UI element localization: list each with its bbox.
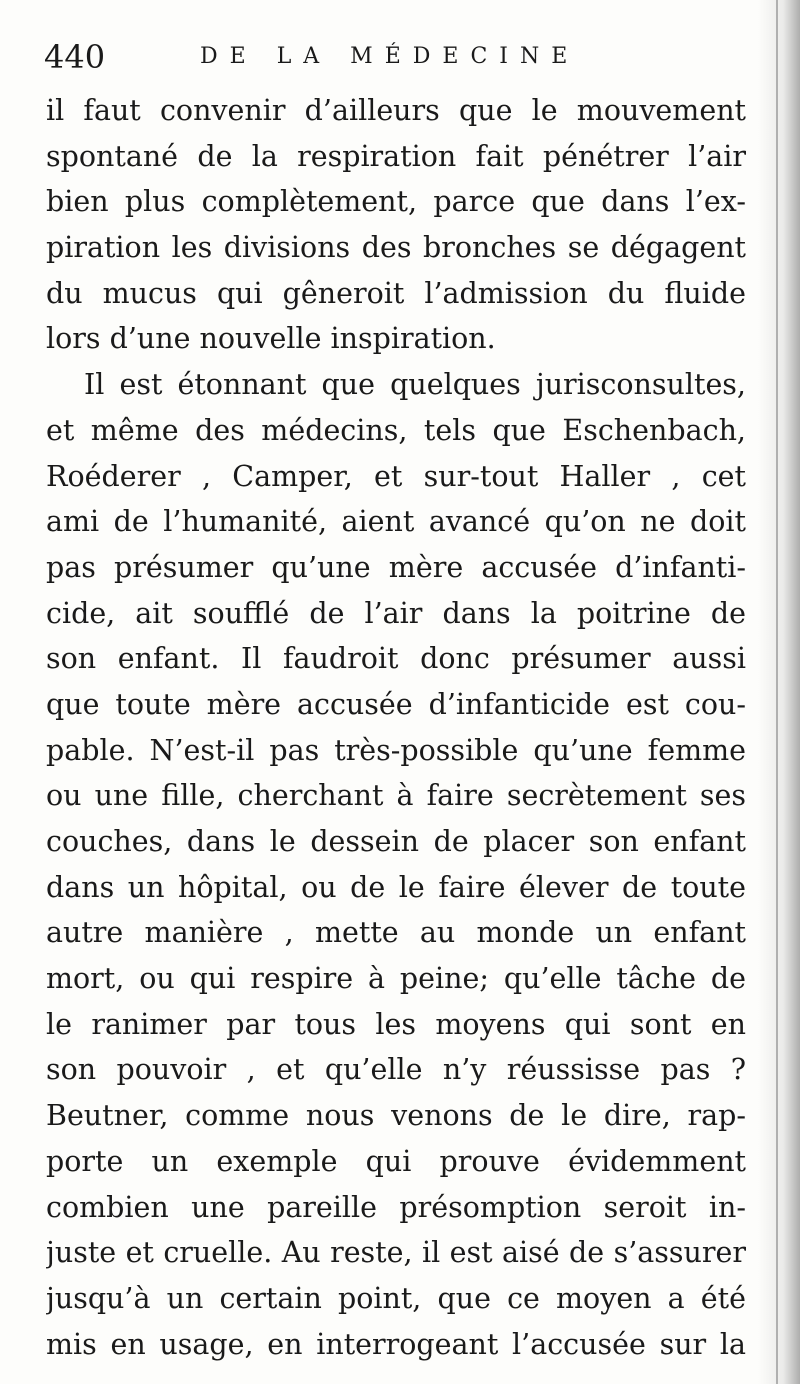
text-line: ou une fille, cherchant à faire secrètement ses bbox=[46, 779, 746, 813]
text-line: porte un exemple qui prouve évidemment bbox=[46, 1144, 746, 1178]
text-line: cide, ait soufflé de l’air dans la poitrine de bbox=[46, 596, 746, 630]
text-line: pas présumer qu’une mère accusée d’infanti- bbox=[46, 550, 746, 584]
page-edge-shadow bbox=[758, 0, 800, 1384]
text-line: bien plus complètement, parce que dans l’ex- bbox=[46, 185, 746, 219]
text-line: son pouvoir , et qu’elle n’y réussisse pas ? bbox=[46, 1053, 746, 1087]
page-header bbox=[40, 38, 760, 78]
text-line: et même des médecins, tels que Eschenbach, bbox=[46, 413, 746, 447]
text-line: il faut convenir d’ailleurs que le mouvement bbox=[46, 94, 746, 127]
text-line: le ranimer par tous les moyens qui sont en bbox=[46, 1007, 746, 1041]
text-line: du mucus qui gêneroit l’admission du fluide bbox=[46, 276, 746, 310]
text-line: pable. N’est-il pas très-possible qu’une femme bbox=[46, 733, 746, 767]
text-line: mis en usage, en interrogeant l’accusée sur la bbox=[46, 1327, 746, 1361]
text-line: dans un hôpital, ou de le faire élever de toute bbox=[46, 870, 746, 904]
text-line: que toute mère accusée d’infanticide est cou- bbox=[46, 687, 746, 721]
running-title: DE LA MÉDECINE bbox=[200, 44, 580, 69]
page-number: 440 bbox=[44, 38, 106, 76]
text-line: piration les divisions des bronches se dégagent bbox=[46, 231, 746, 265]
text-line: spontané de la respiration fait pénétrer l’air bbox=[46, 139, 746, 173]
text-line: combien une pareille présomption seroit in- bbox=[46, 1190, 746, 1224]
text-line: autre manière , mette au monde un enfant bbox=[46, 916, 746, 950]
page-edge-line bbox=[776, 0, 778, 1384]
text-line: Roéderer , Camper, et sur-tout Haller , cet bbox=[46, 459, 746, 493]
text-line: son enfant. Il faudroit donc présumer aussi bbox=[46, 642, 746, 676]
text-line: couches, dans le dessein de placer son enfant bbox=[46, 825, 746, 858]
text-line: Beutner, comme nous venons de le dire, rap- bbox=[46, 1099, 746, 1133]
text-line: ami de l’humanité, aient avancé qu’on ne doit bbox=[46, 505, 746, 539]
text-line-paragraph-end: lors d’une nouvelle inspiration. bbox=[46, 322, 496, 356]
text-line: jusqu’à un certain point, que ce moyen a été bbox=[46, 1281, 746, 1315]
body-text bbox=[46, 88, 746, 1367]
text-line-paragraph-start: Il est étonnant que quelques jurisconsultes, bbox=[84, 368, 746, 402]
text-line: mort, ou qui respire à peine; qu’elle tâche de bbox=[46, 962, 746, 996]
text-line: juste et cruelle. Au reste, il est aisé de s’assurer bbox=[46, 1236, 746, 1270]
